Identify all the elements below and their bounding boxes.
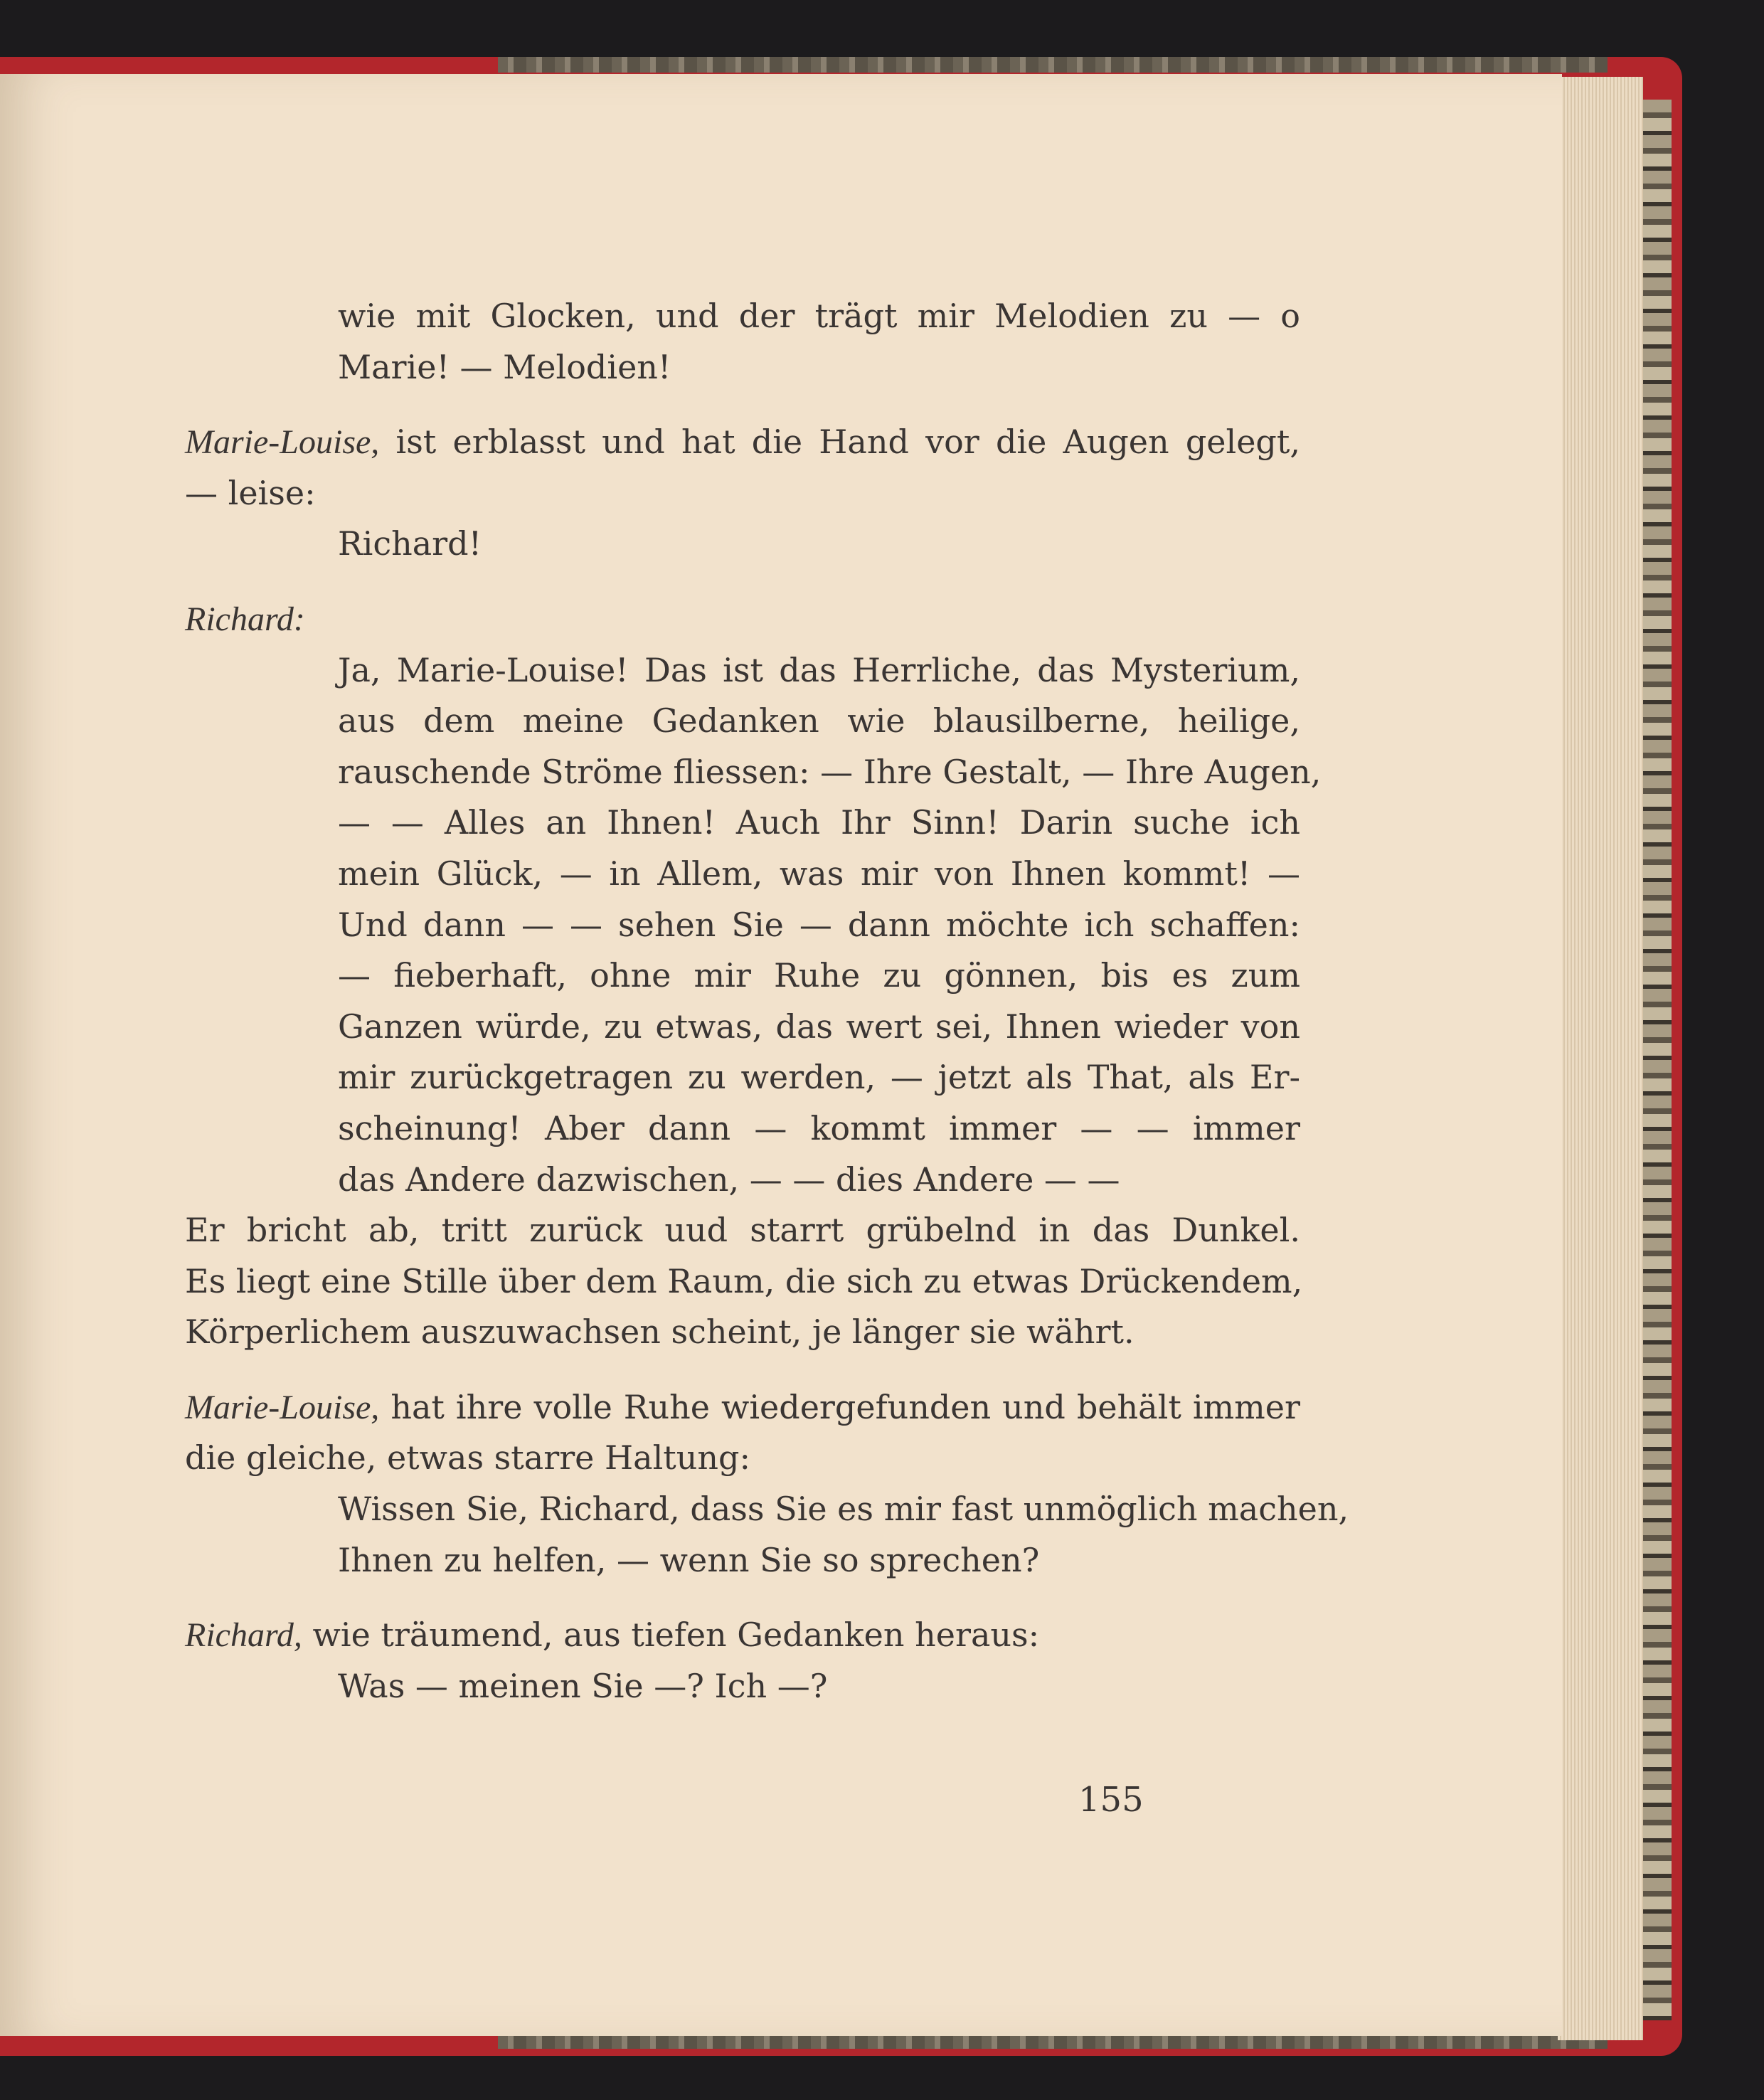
stage-direction: hat ihre volle Ruhe wiedergefunden und behält immer xyxy=(379,1387,1300,1426)
book-page xyxy=(0,74,1562,2036)
speaker-name: Marie-Louise, xyxy=(185,423,380,462)
stage-direction: ist erblasst und hat die Hand vor die Augen gelegt, xyxy=(379,423,1300,462)
text-line: Marie! — Melodien! xyxy=(338,347,671,386)
dialogue-line: Ganzen würde, zu etwas, das wert sei, Ihnen wieder von xyxy=(338,1007,1300,1046)
stage-direction-line: Körperlichem auszuwachsen scheint, je länger sie währt. xyxy=(185,1312,1135,1352)
stage-direction-line: Es liegt eine Stille über dem Raum, die sich zu etwas Drückendem, xyxy=(185,1261,1303,1300)
dialogue-line: Ja, Marie-Louise! Das ist das Herrliche, das Mysterium, xyxy=(338,650,1300,689)
dialogue-line: scheinung! Aber dann — kommt immer — — immer xyxy=(338,1108,1300,1147)
speaker-name: Richard, xyxy=(185,1616,302,1655)
stage-direction-line: die gleiche, etwas starre Haltung: xyxy=(185,1438,750,1478)
text-line: wie mit Glocken, und der trägt mir Melodien zu — o xyxy=(338,297,1300,335)
dialogue-line: mein Glück, — in Allem, was mir von Ihnen kommt! — xyxy=(338,854,1300,893)
dialogue-line: Richard! xyxy=(338,524,482,563)
dialogue-line: Und dann — — sehen Sie — dann möchte ich schaffen: xyxy=(338,905,1300,944)
stage-direction-line: — leise: xyxy=(185,473,316,512)
dialogue-line: das Andere dazwischen, — — dies Andere — — xyxy=(338,1160,1120,1199)
page-number: 155 xyxy=(1078,1780,1144,1820)
page-block-edge xyxy=(1558,77,1643,2040)
dialogue-line: — — Alles an Ihnen! Auch Ihr Sinn! Darin suche ich xyxy=(338,803,1300,842)
dialogue-line: mir zurückgetragen zu werden, — jetzt als That, als Er- xyxy=(338,1058,1300,1097)
dialogue-line: Wissen Sie, Richard, dass Sie es mir fast unmöglich machen, xyxy=(338,1490,1349,1529)
dialogue-line: rauschende Ströme fliessen: — Ihre Gestalt, — Ihre Augen, xyxy=(338,752,1322,791)
dialogue-line: Was — meinen Sie —? Ich —? xyxy=(338,1666,828,1705)
dialogue-line: aus dem meine Gedanken wie blausilberne, heilige, xyxy=(338,701,1300,741)
stage-direction: wie träumend, aus tiefen Gedanken heraus: xyxy=(302,1616,1040,1655)
dialogue-line: Ihnen zu helfen, — wenn Sie so sprechen? xyxy=(338,1540,1040,1579)
marbled-edge xyxy=(1643,100,1672,2020)
stage-direction-line xyxy=(185,1382,1300,1433)
speaker-line xyxy=(185,594,1300,645)
speaker-name: Richard: xyxy=(185,600,305,638)
stage-direction-line xyxy=(185,417,1300,468)
dialogue-line: — fieberhaft, ohne mir Ruhe zu gönnen, bis es zum xyxy=(338,956,1300,995)
stage-direction-line: Er bricht ab, tritt zurück uud starrt grübelnd in das Dunkel. xyxy=(185,1211,1300,1250)
cover-top-edge xyxy=(498,57,1608,73)
page-text xyxy=(185,291,1349,1712)
stage-direction-line xyxy=(185,1610,1300,1661)
speaker-name: Marie-Louise, xyxy=(185,1388,380,1426)
